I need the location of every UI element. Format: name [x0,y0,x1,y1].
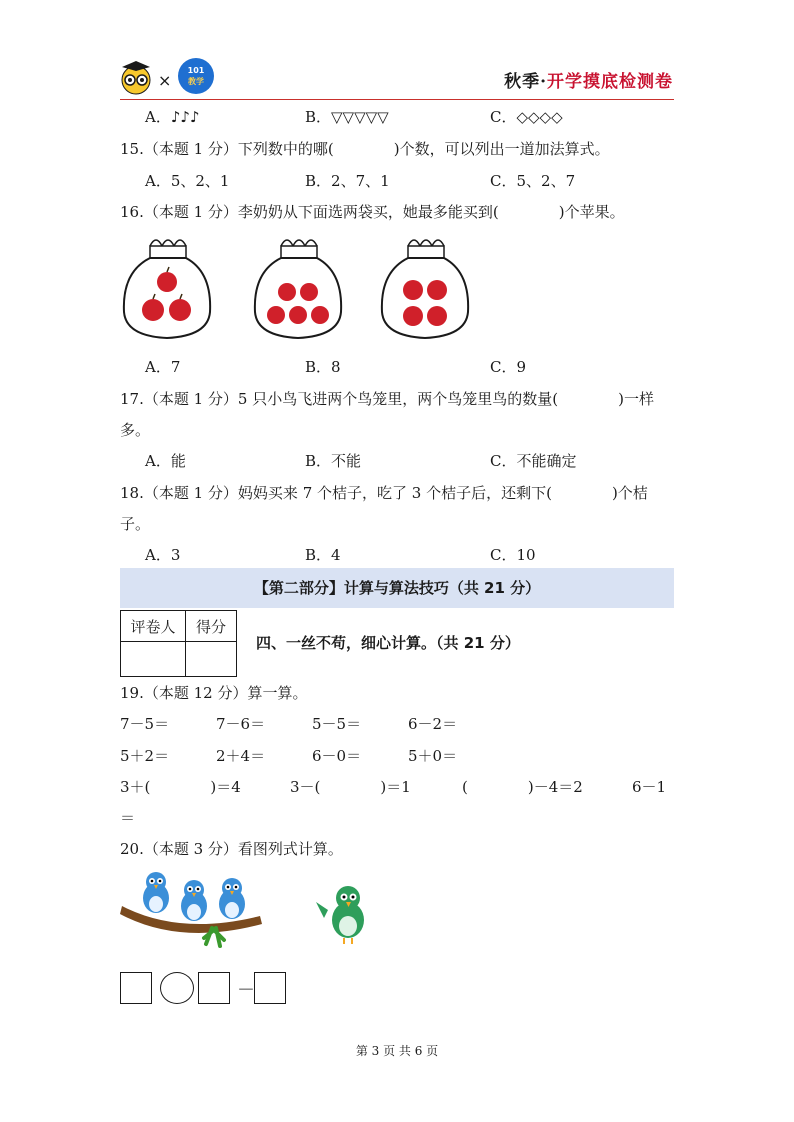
blue-bird-icon [143,872,169,913]
brand-badge-icon [178,58,214,94]
q17-text-line2: 多。 [120,421,151,439]
q15-option-b: B．2、7、1 [305,172,390,190]
q15-option-c: C．5、2、7 [490,172,576,190]
cross-icon: × [158,71,172,90]
q17-option-a: A．能 [145,452,186,470]
q19-r1-c2[interactable]: 7－6＝ [216,715,266,733]
q19-r1-c4[interactable]: 6－2＝ [408,715,458,733]
q14-option-b: B．▽▽▽▽▽ [305,108,389,126]
header-divider [120,99,674,100]
q16-option-c: C．9 [490,358,527,376]
grader-cell[interactable] [121,642,186,677]
q19-r3-wrap: ＝ [120,809,136,827]
q19-r2-c2[interactable]: 2＋4＝ [216,747,266,765]
q19-r3-c4[interactable]: 6－1 [632,778,667,796]
q20-text: 20.（本题 3 分）看图列式计算。 [120,840,343,858]
q19-text: 19.（本题 12 分）算一算。 [120,684,308,702]
owl-icon [122,61,150,94]
birds-on-branch-icon [120,866,266,958]
q18-option-a: A．3 [145,546,181,564]
q16-option-a: A．7 [145,358,181,376]
q19-r2-c4[interactable]: 5＋0＝ [408,747,458,765]
blue-bird-icon [219,878,245,919]
answer-operator-circle[interactable] [160,972,194,1004]
q19-r3-c2[interactable]: 3－( )＝1 [290,778,411,796]
grading-table [120,610,237,677]
grader-label: 评卷人 [121,611,186,642]
page-footer: 第 3 页 共 6 页 [355,1044,439,1058]
q16-text: 16.（本题 1 分）李奶奶从下面选两袋买，她最多能买到( )个苹果。 [120,203,625,221]
q14-option-c: C．◇◇◇◇ [490,108,563,126]
q17-option-c: C．不能确定 [490,452,577,470]
apple-bag-4-icon [378,232,472,342]
q18-text-line2: 子。 [120,515,151,533]
q19-r1-c3[interactable]: 5－5＝ [312,715,362,733]
svg-text:101: 101 [187,66,205,75]
q17-text-line1: 17.（本题 1 分）5 只小鸟飞进两个鸟笼里，两个鸟笼里鸟的数量( )一样 [120,390,654,408]
q19-r3-c3[interactable]: ( )－4＝2 [462,778,583,796]
q19-r3-c1[interactable]: 3＋( )＝4 [120,778,241,796]
score-cell[interactable] [186,642,237,677]
q19-r1-c1[interactable]: 7－5＝ [120,715,170,733]
q18-option-b: B．4 [305,546,341,564]
answer-box-2[interactable] [198,972,230,1004]
apple-bag-5-icon [251,232,345,342]
svg-text:教学: 教学 [188,77,204,86]
green-bird-icon [314,880,376,946]
answer-box-3[interactable] [254,972,286,1004]
q19-r2-c1[interactable]: 5＋2＝ [120,747,170,765]
q15-text: 15.（本题 1 分）下列数中的哪( )个数，可以列出一道加法算式。 [120,140,610,158]
q18-option-c: C．10 [490,546,536,564]
blue-bird-icon [181,880,207,921]
answer-box-1[interactable] [120,972,152,1004]
q14-option-a: A．♪♪♪ [145,108,200,126]
header-title: 秋季·开学摸底检测卷 [504,72,673,92]
q18-text-line1: 18.（本题 1 分）妈妈买来 7 个桔子，吃了 3 个桔子后，还剩下( )个桔 [120,484,648,502]
publisher-logo [118,56,222,96]
score-label: 得分 [186,611,237,642]
q15-option-a: A．5、2、1 [145,172,230,190]
answer-minus-sign: － [237,980,255,1001]
q16-option-b: B．8 [305,358,341,376]
q17-option-b: B．不能 [305,452,362,470]
q19-r2-c3[interactable]: 6－0＝ [312,747,362,765]
apple-bag-3-icon [120,232,214,342]
section-4-subtitle: 四、一丝不苟，细心计算。（共 21 分） [256,634,520,652]
section-2-title: 【第二部分】计算与算法技巧（共 21 分） [120,568,674,608]
